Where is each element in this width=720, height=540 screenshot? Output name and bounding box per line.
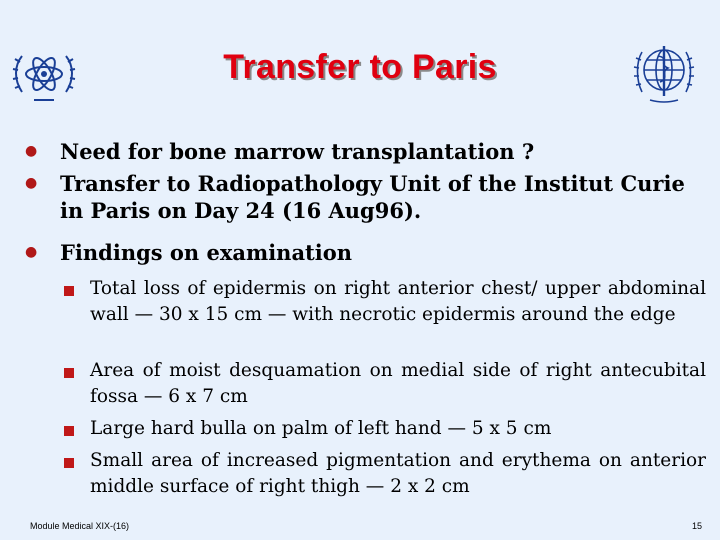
bullet-marker: ● — [25, 175, 38, 191]
bullet-3: Findings on examination — [60, 240, 353, 265]
sub-bullet-3: Large hard bulla on palm of left hand — 5 x 5 cm — [90, 418, 552, 439]
page-title: Transfer to Paris — [223, 48, 497, 86]
page-number: 15 — [692, 521, 703, 531]
bullet-2: Transfer to Radiopathology Unit of the Institut Curie in Paris on Day 24 (16 Aug96). — [60, 171, 685, 223]
bullet-marker: ● — [25, 244, 38, 260]
sub-bullet-2: Area of moist desquamation on medial side of right antecubital fossa — 6 x 7 cm — [90, 360, 706, 407]
sub-bullet-marker — [64, 426, 74, 436]
bullet-1: Need for bone marrow transplantation ? — [60, 139, 535, 164]
who-emblem-icon — [628, 38, 700, 110]
bullet-marker: ● — [25, 143, 38, 159]
sub-bullet-marker — [64, 458, 74, 468]
sub-bullet-1: Total loss of epidermis on right anterior chest/ upper abdominal wall — 30 x 15 cm — with necrotic epidermis around the edge — [90, 278, 706, 325]
sub-bullet-4: Small area of increased pigmentation and erythema on anterior middle surface of right thigh — 2 x 2 cm — [90, 450, 706, 497]
sub-bullet-marker — [64, 286, 74, 296]
sub-bullet-marker — [64, 368, 74, 378]
footer-module-label: Module Medical XIX-(16) — [30, 521, 130, 531]
